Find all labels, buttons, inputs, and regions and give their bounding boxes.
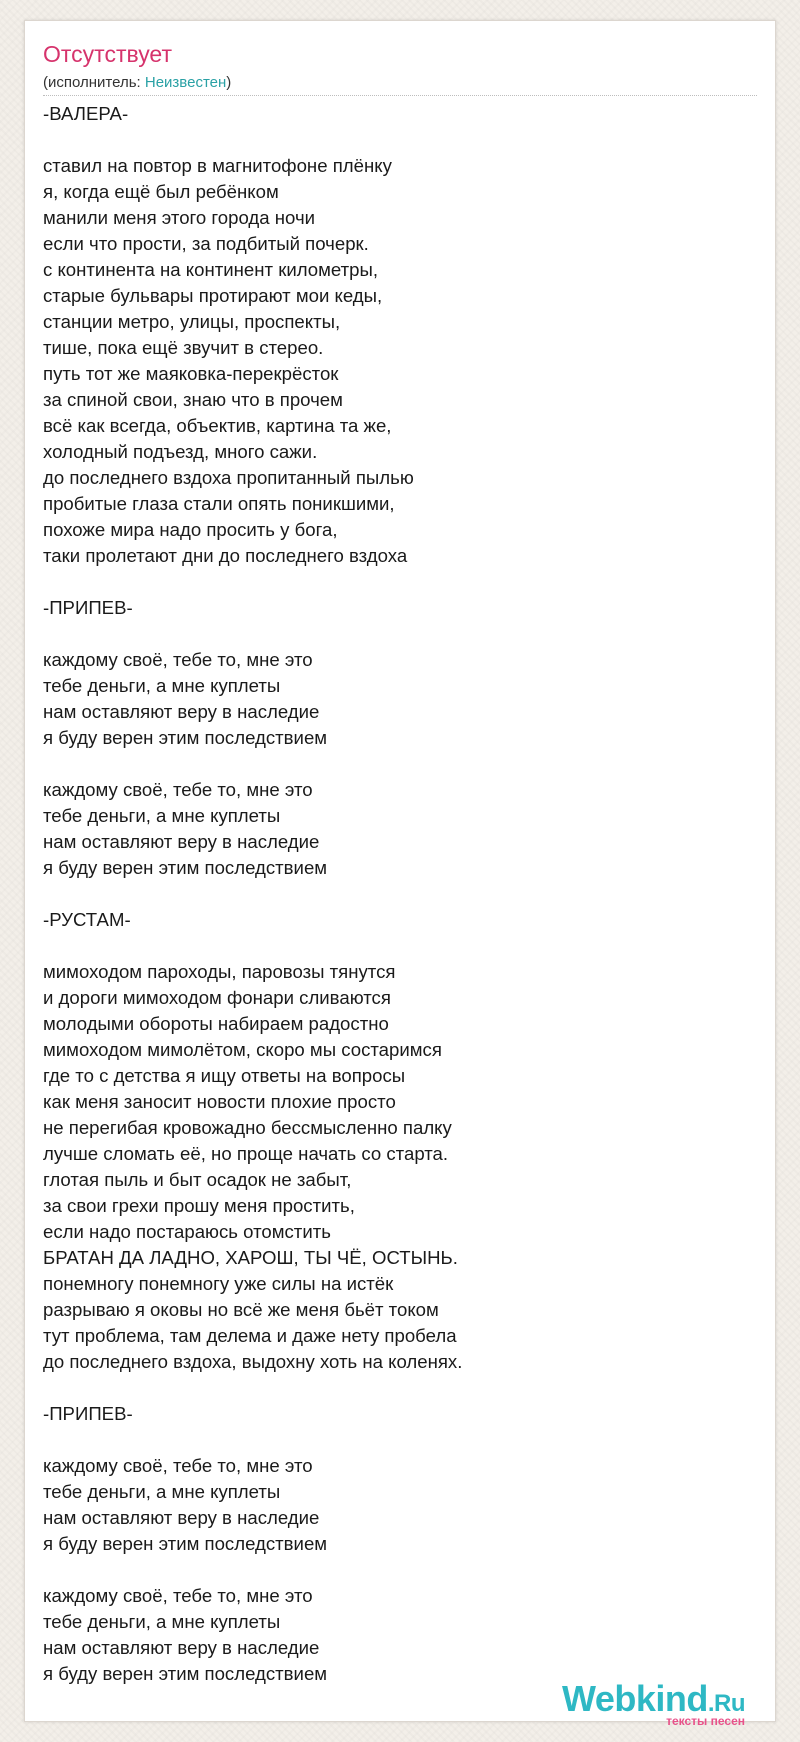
- lyric-blank-line: [43, 569, 462, 595]
- lyric-line: пробитые глаза стали опять поникшими,: [43, 493, 395, 514]
- lyric-line: если что прости, за подбитый почерк.: [43, 233, 369, 254]
- lyric-line: за спиной свои, знаю что в прочем: [43, 389, 343, 410]
- lyric-line: мимоходом мимолётом, скоро мы состаримся: [43, 1039, 442, 1060]
- logo-brand: Webkind: [561, 1678, 708, 1719]
- lyric-line: -ПРИПЕВ-: [43, 1403, 133, 1424]
- lyric-line: -ВАЛЕРА-: [43, 103, 129, 124]
- logo-domain: .Ru: [707, 1690, 745, 1717]
- lyric-line: всё как всегда, объектив, картина та же,: [43, 415, 392, 436]
- artist-prefix: (исполнитель:: [43, 74, 145, 91]
- lyric-line: каждому своё, тебе то, мне это: [43, 1585, 313, 1606]
- lyric-line: холодный подъезд, много сажи.: [43, 441, 318, 462]
- lyric-line: понемногу понемногу уже силы на истёк: [43, 1273, 394, 1294]
- webkind-logo: [545, 1678, 745, 1729]
- lyric-line: тут проблема, там делема и даже нету пробела: [43, 1325, 457, 1346]
- lyric-line: каждому своё, тебе то, мне это: [43, 1455, 313, 1476]
- lyric-blank-line: [43, 751, 462, 777]
- artist-link[interactable]: Неизвестен: [144, 74, 227, 91]
- lyric-line: станции метро, улицы, проспекты,: [43, 311, 341, 332]
- lyric-line: до последнего вздоха пропитанный пылью: [43, 467, 414, 488]
- lyric-line: тебе деньги, а мне куплеты: [43, 805, 281, 826]
- lyric-line: не перегибая кровожадно бессмысленно палку: [43, 1117, 452, 1138]
- lyric-line: -ПРИПЕВ-: [43, 597, 133, 618]
- lyric-line: каждому своё, тебе то, мне это: [43, 649, 313, 670]
- lyric-line: нам оставляют веру в наследие: [43, 1507, 320, 1528]
- lyric-line: тише, пока ещё звучит в стерео.: [43, 337, 324, 358]
- song-title: Отсутствует: [43, 41, 172, 67]
- lyric-blank-line: [43, 1427, 462, 1453]
- lyric-line: я буду верен этим последствием: [43, 1663, 328, 1684]
- lyric-blank-line: [43, 881, 462, 907]
- lyric-blank-line: [43, 1375, 462, 1401]
- lyric-line: нам оставляют веру в наследие: [43, 701, 320, 722]
- lyric-blank-line: [43, 1557, 462, 1583]
- lyric-line: тебе деньги, а мне куплеты: [43, 1481, 281, 1502]
- artist-suffix: ): [226, 74, 232, 91]
- lyric-line: тебе деньги, а мне куплеты: [43, 1611, 281, 1632]
- lyric-line: старые бульвары протирают мои кеды,: [43, 285, 383, 306]
- lyric-line: с континента на континент километры,: [43, 259, 379, 280]
- lyric-line: глотая пыль и быт осадок не забыт,: [43, 1169, 352, 1190]
- lyric-line: как меня заносит новости плохие просто: [43, 1091, 396, 1112]
- lyric-line: лучше сломать её, но проще начать со старта.: [43, 1143, 449, 1164]
- lyric-line: я буду верен этим последствием: [43, 1533, 328, 1554]
- lyric-line: и дороги мимоходом фонари сливаются: [43, 987, 391, 1008]
- lyric-line: за свои грехи прошу меня простить,: [43, 1195, 355, 1216]
- lyric-line: ставил на повтор в магнитофоне плёнку: [43, 155, 392, 176]
- lyric-line: каждому своё, тебе то, мне это: [43, 779, 313, 800]
- lyric-blank-line: [43, 933, 462, 959]
- lyric-line: БРАТАН ДА ЛАДНО, ХАРОШ, ТЫ ЧЁ, ОСТЫНЬ.: [43, 1247, 458, 1268]
- lyric-line: манили меня этого города ночи: [43, 207, 316, 228]
- lyric-line: -РУСТАМ-: [43, 909, 131, 930]
- lyric-line: мимоходом пароходы, паровозы тянутся: [43, 961, 396, 982]
- lyric-line: до последнего вздоха, выдохну хоть на коленях.: [43, 1351, 463, 1372]
- lyric-line: тебе деньги, а мне куплеты: [43, 675, 281, 696]
- lyric-line: путь тот же маяковка-перекрёсток: [43, 363, 339, 384]
- lyric-blank-line: [43, 621, 462, 647]
- lyric-line: я, когда ещё был ребёнком: [43, 181, 279, 202]
- lyrics-card: [24, 20, 776, 1728]
- lyric-line: нам оставляют веру в наследие: [43, 831, 320, 852]
- lyric-line: если надо постараюсь отомстить: [43, 1221, 331, 1242]
- lyric-line: разрываю я оковы но всё же меня бьёт током: [43, 1299, 439, 1320]
- lyric-line: где то с детства я ищу ответы на вопросы: [43, 1065, 406, 1086]
- lyric-line: таки пролетают дни до последнего вздоха: [43, 545, 408, 566]
- logo-wordmark: [561, 1678, 745, 1719]
- lyric-line: похоже мира надо просить у бога,: [43, 519, 338, 540]
- lyric-line: нам оставляют веру в наследие: [43, 1637, 320, 1658]
- lyric-line: я буду верен этим последствием: [43, 727, 328, 748]
- artist-line: [43, 75, 231, 90]
- lyric-line: молодыми обороты набираем радостно: [43, 1013, 389, 1034]
- header-divider: [43, 95, 757, 96]
- lyric-blank-line: [43, 127, 462, 153]
- lyrics-text: [43, 101, 462, 1687]
- lyric-line: я буду верен этим последствием: [43, 857, 328, 878]
- logo-tagline: тексты песен: [666, 1714, 745, 1728]
